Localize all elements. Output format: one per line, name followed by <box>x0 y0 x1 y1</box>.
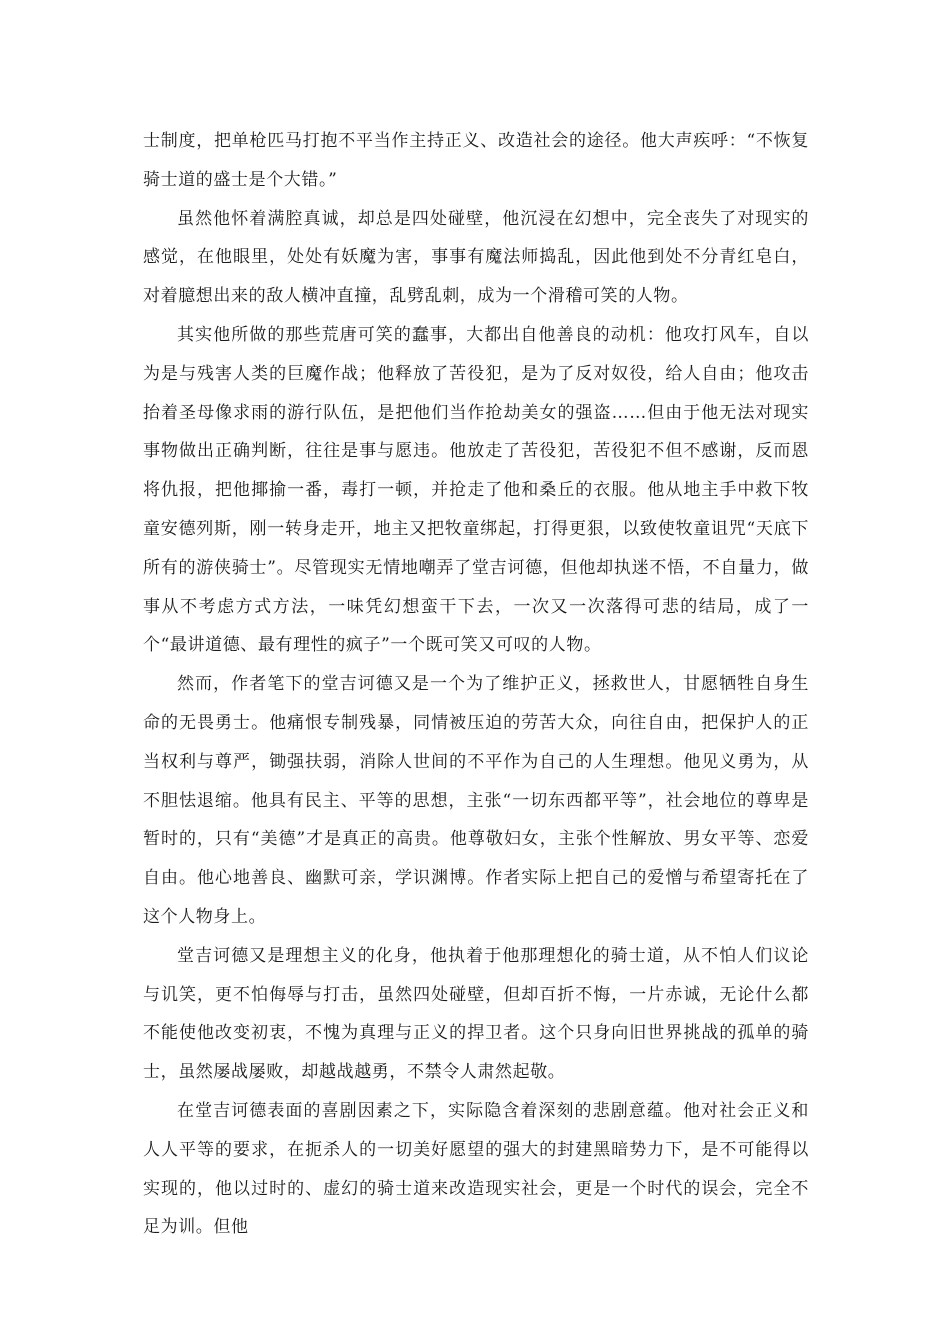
paragraph-6: 在堂吉诃德表面的喜剧因素之下，实际隐含着深刻的悲剧意蕴。他对社会正义和人人平等的要求，在扼杀人的一切美好愿望的强大的封建黑暗势力下，是不可能得以实现的，他以过时的、虚幻的骑士道来改造现实社会，更是一个时代的误会，完全不足为训。但他 <box>143 1100 809 1238</box>
paragraph-3: 其实他所做的那些荒唐可笑的蠢事，大都出自他善良的动机：他攻打风车，自以为是与残害人类的巨魔作战；他释放了苦役犯，是为了反对奴役，给人自由；他攻击抬着圣母像求雨的游行队伍，是把他们当作抢劫美女的强盗……但由于他无法对现实事物做出正确判断，往往是事与愿违。他放走了苦役犯，苦役犯不但不感谢，反而恩将仇报，把他揶揄一番，毒打一顿，并抢走了他和桑丘的衣服。他从地主手中救下牧童安德列斯，刚一转身走开，地主又把牧童绑起，打得更狠，以致使牧童诅咒“天底下所有的游侠骑士”。尽管现实无情地嘲弄了堂吉诃德，但他却执迷不悟，不自量力，做事从不考虑方式方法，一味凭幻想蛮干下去，一次又一次落得可悲的结局，成了一个“最讲道德、最有理性的疯子”一个既可笑又可叹的人物。 <box>143 324 809 656</box>
paragraph-5: 堂吉诃德又是理想主义的化身，他执着于他那理想化的骑士道，从不怕人们议论与讥笑，更不怕侮辱与打击，虽然四处碰壁，但却百折不悔，一片赤诚，无论什么都不能使他改变初衷，不愧为真理与正义的捍卫者。这个只身向旧世界挑战的孤单的骑士，虽然屡战屡败，却越战越勇，不禁令人肃然起敬。 <box>143 945 809 1083</box>
paragraph-4: 然而，作者笔下的堂吉诃德又是一个为了维护正义，拯救世人，甘愿牺牲自身生命的无畏勇士。他痛恨专制残暴，同情被压迫的劳苦大众，向往自由，把保护人的正当权利与尊严，锄强扶弱，消除人世间的不平作为自己的人生理想。他见义勇为，从不胆怯退缩。他具有民主、平等的思想，主张“一切东西都平等”，社会地位的尊卑是暂时的，只有“美德”才是真正的高贵。他尊敬妇女，主张个性解放、男女平等、恋爱自由。他心地善良、幽默可亲，学识渊博。作者实际上把自己的爱憎与希望寄托在了这个人物身上。 <box>143 674 809 927</box>
paragraph-1: 士制度，把单枪匹马打抱不平当作主持正义、改造社会的途径。他大声疾呼：“不恢复骑士道的盛士是个大错。” <box>143 131 809 190</box>
body-text <box>143 122 809 1247</box>
paragraph-2: 虽然他怀着满腔真诚，却总是四处碰壁，他沉浸在幻想中，完全丧失了对现实的感觉，在他眼里，处处有妖魔为害，事事有魔法师捣乱，因此他到处不分青红皂白，对着臆想出来的敌人横冲直撞，乱劈乱刺，成为一个滑稽可笑的人物。 <box>143 208 809 307</box>
